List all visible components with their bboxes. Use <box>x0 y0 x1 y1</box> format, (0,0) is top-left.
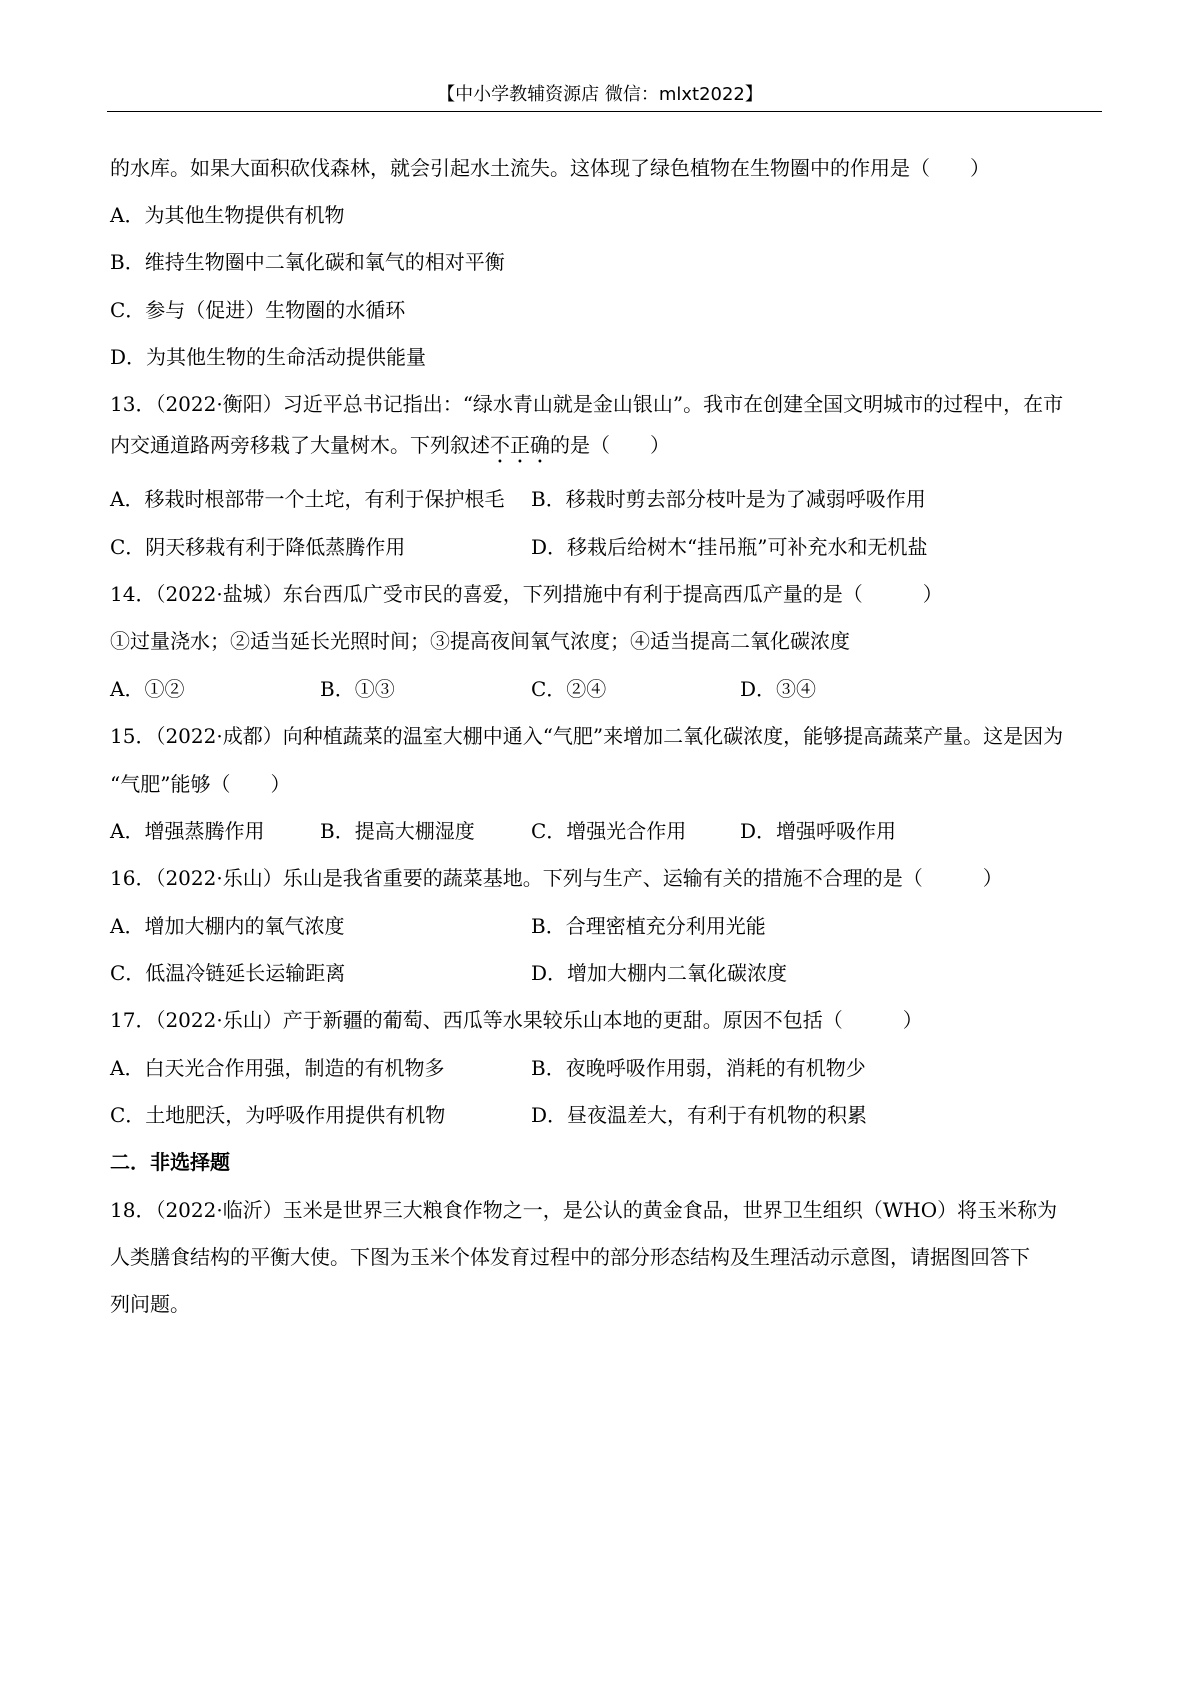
header-divider <box>107 111 1102 112</box>
q17-stem: 17．（2022·乐山）产于新疆的葡萄、西瓜等水果较乐山本地的更甜。原因不包括（ ） <box>110 1008 923 1032</box>
q14-stem: 14．（2022·盐城）东台西瓜广受市民的喜爱，下列措施中有利于提高西瓜产量的是（ ） <box>110 582 943 606</box>
q14-option-b: B．①③ <box>320 677 395 701</box>
q16-option-c: C．低温冷链延长运输距离 <box>110 961 346 985</box>
q12-option-a: A．为其他生物提供有机物 <box>110 203 345 227</box>
q13-emphasis: 不正确 <box>490 433 550 457</box>
q13-stem-line1: 13．（2022·衡阳）习近平总书记指出：“绿水青山就是金山银山”。我市在创建全国文明城市的过程中，在市 <box>110 392 1064 416</box>
q15-stem-line2: “气肥”能够（ ） <box>110 772 291 796</box>
q13-option-d: D．移栽后给树木“挂吊瓶”可补充水和无机盐 <box>531 535 928 559</box>
q13-option-a: A．移栽时根部带一个土坨，有利于保护根毛 <box>110 487 505 511</box>
page-header: 【中小学教辅资源店 微信：mlxt2022】 <box>437 84 763 105</box>
q13-stem-line2 <box>110 432 670 468</box>
q16-option-b: B．合理密植充分利用光能 <box>531 914 766 938</box>
q16-option-a: A．增加大棚内的氧气浓度 <box>110 914 345 938</box>
q13-stem-pre: 内交通道路两旁移栽了大量树木。下列叙述 <box>110 433 490 457</box>
q14-option-a: A．①② <box>110 677 185 701</box>
q16-option-d: D．增加大棚内二氧化碳浓度 <box>531 961 788 985</box>
q17-option-a: A．白天光合作用强，制造的有机物多 <box>110 1056 445 1080</box>
q18-stem-line3: 列问题。 <box>110 1292 190 1316</box>
q17-option-d: D．昼夜温差大，有利于有机物的积累 <box>531 1103 868 1127</box>
q15-stem-line1: 15．（2022·成都）向种植蔬菜的温室大棚中通入“气肥”来增加二氧化碳浓度，能够提高蔬菜产量。这是因为 <box>110 724 1064 748</box>
q14-conditions: ①过量浇水；②适当延长光照时间；③提高夜间氧气浓度；④适当提高二氧化碳浓度 <box>110 629 850 653</box>
section-heading: 二．非选择题 <box>110 1150 230 1174</box>
q12-option-c: C．参与（促进）生物圈的水循环 <box>110 298 406 322</box>
q18-stem-line2: 人类膳食结构的平衡大使。下图为玉米个体发育过程中的部分形态结构及生理活动示意图，请据图回答下 <box>110 1245 1030 1269</box>
q17-option-b: B．夜晚呼吸作用弱，消耗的有机物少 <box>531 1056 866 1080</box>
q14-option-d: D．③④ <box>740 677 817 701</box>
q16-stem: 16．（2022·乐山）乐山是我省重要的蔬菜基地。下列与生产、运输有关的措施不合理的是（ ） <box>110 866 1003 890</box>
q15-option-b: B．提高大棚湿度 <box>320 819 475 843</box>
q12-option-d: D．为其他生物的生命活动提供能量 <box>110 345 427 369</box>
q12-option-b: B．维持生物圈中二氧化碳和氧气的相对平衡 <box>110 250 505 274</box>
q15-option-c: C．增强光合作用 <box>531 819 687 843</box>
q15-option-a: A．增强蒸腾作用 <box>110 819 265 843</box>
q13-option-b: B．移栽时剪去部分枝叶是为了减弱呼吸作用 <box>531 487 926 511</box>
q14-option-c: C．②④ <box>531 677 607 701</box>
q13-option-c: C．阴天移栽有利于降低蒸腾作用 <box>110 535 406 559</box>
q13-stem-post: 的是（ ） <box>550 433 670 457</box>
q18-stem-line1: 18．（2022·临沂）玉米是世界三大粮食作物之一，是公认的黄金食品，世界卫生组织（WHO）将玉米称为 <box>110 1198 1058 1222</box>
q12-stem-tail: 的水库。如果大面积砍伐森林，就会引起水土流失。这体现了绿色植物在生物圈中的作用是（ ） <box>110 156 990 180</box>
q15-option-d: D．增强呼吸作用 <box>740 819 897 843</box>
q17-option-c: C．土地肥沃，为呼吸作用提供有机物 <box>110 1103 446 1127</box>
